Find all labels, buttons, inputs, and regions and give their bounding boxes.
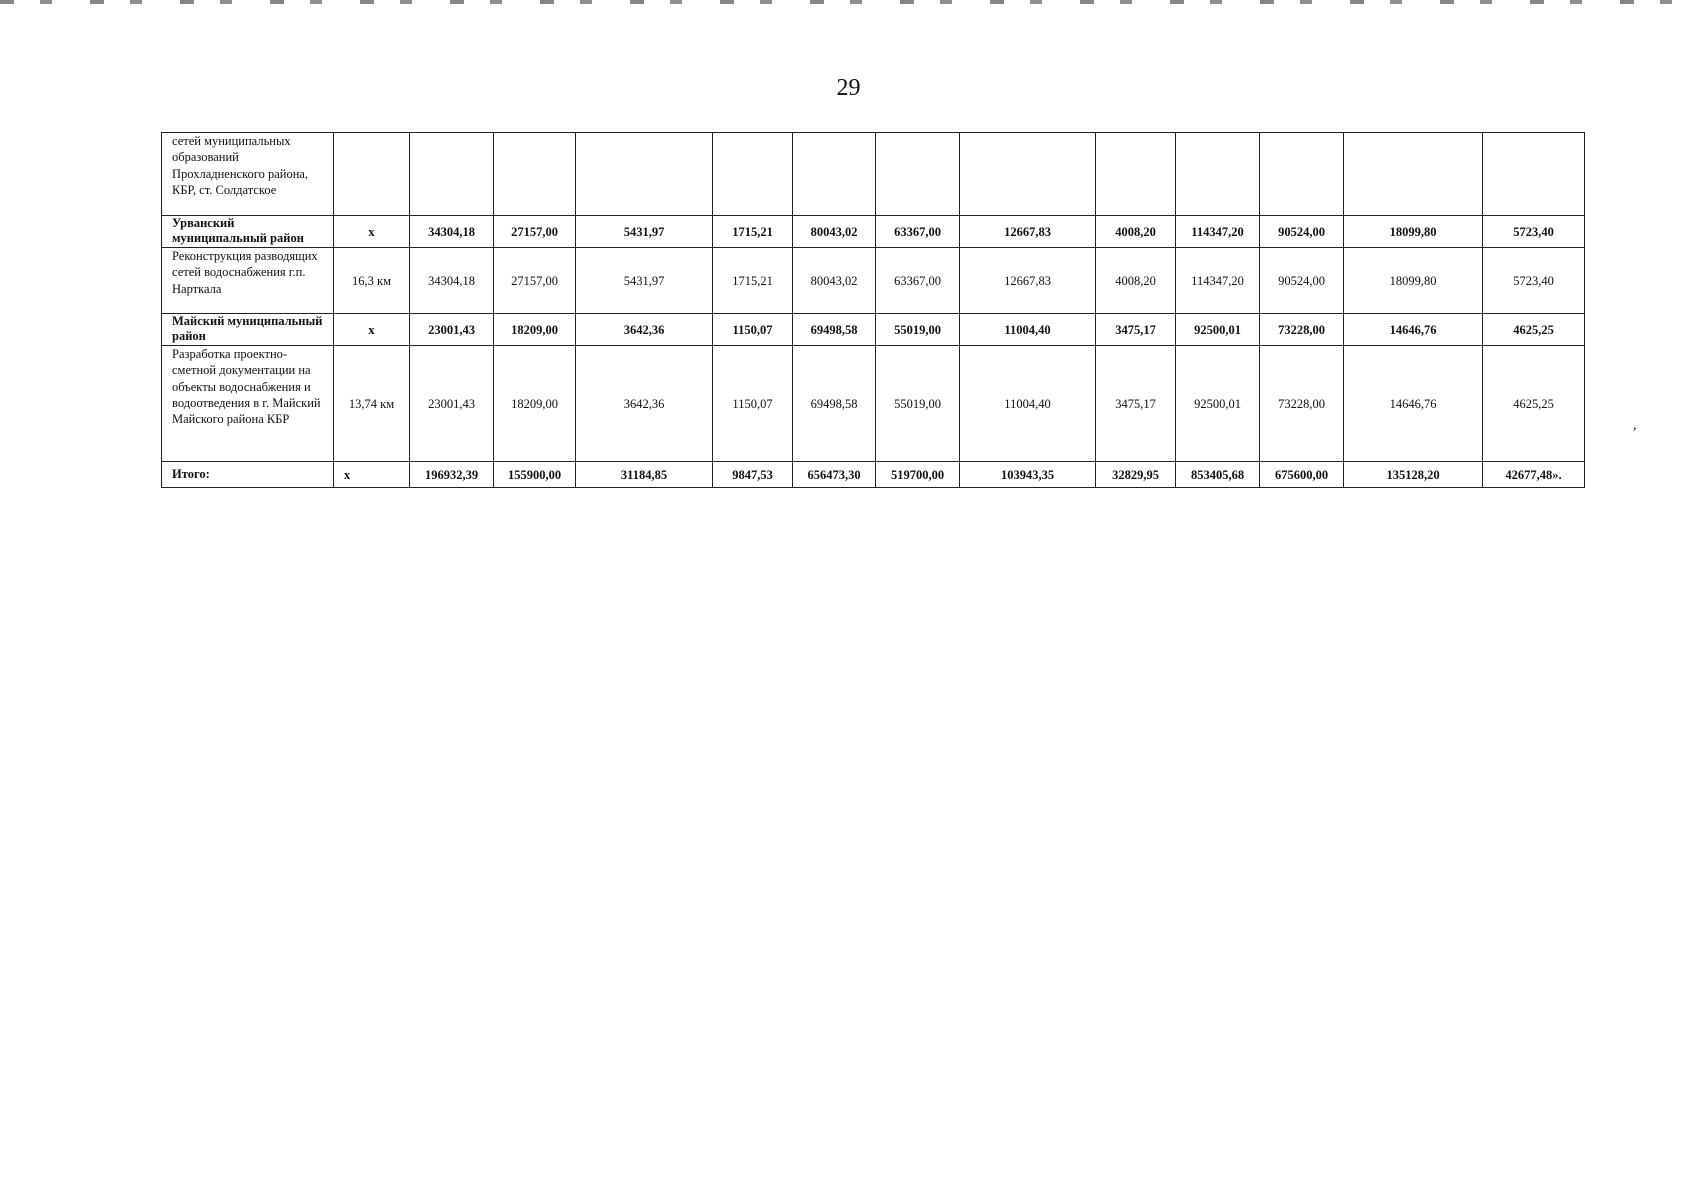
cell-local-2020: 4008,20 xyxy=(1096,216,1176,248)
cell-local-2020 xyxy=(1096,133,1176,216)
cell-total-2020: 69498,58 xyxy=(793,346,876,462)
cell-regional-2019: 3642,36 xyxy=(576,346,713,462)
cell-unit: 13,74 км xyxy=(334,346,410,462)
cell-local-all xyxy=(1483,133,1585,216)
cell-total-all: 92500,01 xyxy=(1176,314,1260,346)
cell-local-2020: 32829,95 xyxy=(1096,462,1176,488)
cell-unit: 16,3 км xyxy=(334,248,410,314)
cell-total-all xyxy=(1176,133,1260,216)
cell-regional-all: 18099,80 xyxy=(1344,248,1483,314)
cell-unit xyxy=(334,133,410,216)
cell-unit: х xyxy=(334,462,410,488)
cell-unit: х xyxy=(334,216,410,248)
cell-federal-all: 675600,00 xyxy=(1260,462,1344,488)
cell-total-2020: 80043,02 xyxy=(793,248,876,314)
cell-total-2019: 34304,18 xyxy=(410,248,494,314)
cell-federal-all: 90524,00 xyxy=(1260,216,1344,248)
cell-local-all: 5723,40 xyxy=(1483,216,1585,248)
cell-regional-all xyxy=(1344,133,1483,216)
table-row-total xyxy=(162,462,1585,488)
cell-local-all: 4625,25 xyxy=(1483,314,1585,346)
cell-total-2020 xyxy=(793,133,876,216)
cell-federal-all xyxy=(1260,133,1344,216)
cell-federal-2020: 63367,00 xyxy=(876,248,960,314)
cell-total-2019: 23001,43 xyxy=(410,346,494,462)
budget-table-container xyxy=(161,132,1584,488)
cell-federal-2020: 55019,00 xyxy=(876,314,960,346)
cell-regional-2020 xyxy=(960,133,1096,216)
cell-federal-2019: 27157,00 xyxy=(494,248,576,314)
cell-regional-2019: 5431,97 xyxy=(576,216,713,248)
table-row xyxy=(162,346,1585,462)
cell-federal-all: 73228,00 xyxy=(1260,314,1344,346)
stray-mark: , xyxy=(1633,418,1637,433)
table-row xyxy=(162,248,1585,314)
cell-federal-all: 90524,00 xyxy=(1260,248,1344,314)
cell-regional-all: 18099,80 xyxy=(1344,216,1483,248)
cell-regional-2020: 12667,83 xyxy=(960,216,1096,248)
row-name: Майский муниципальный район xyxy=(162,314,334,346)
cell-regional-2020: 103943,35 xyxy=(960,462,1096,488)
cell-federal-2020 xyxy=(876,133,960,216)
table-row xyxy=(162,314,1585,346)
cell-federal-2019: 155900,00 xyxy=(494,462,576,488)
cell-regional-2020: 11004,40 xyxy=(960,346,1096,462)
cell-total-all: 114347,20 xyxy=(1176,216,1260,248)
row-name: сетей муниципальных образований Прохладненского района, КБР, ст. Солдатское xyxy=(162,133,334,216)
cell-total-2019: 23001,43 xyxy=(410,314,494,346)
cell-local-2019: 9847,53 xyxy=(713,462,793,488)
cell-local-2019: 1150,07 xyxy=(713,346,793,462)
cell-local-all: 5723,40 xyxy=(1483,248,1585,314)
cell-federal-2020: 63367,00 xyxy=(876,216,960,248)
table-row xyxy=(162,133,1585,216)
cell-regional-2019: 5431,97 xyxy=(576,248,713,314)
cell-local-2019: 1715,21 xyxy=(713,248,793,314)
cell-total-2020: 80043,02 xyxy=(793,216,876,248)
table-row xyxy=(162,216,1585,248)
row-name: Реконструкция разводящих сетей водоснабжения г.п. Нарткала xyxy=(162,248,334,314)
cell-total-2020: 656473,30 xyxy=(793,462,876,488)
cell-regional-2019: 31184,85 xyxy=(576,462,713,488)
cell-local-2020: 3475,17 xyxy=(1096,314,1176,346)
cell-total-all: 853405,68 xyxy=(1176,462,1260,488)
cell-federal-2019: 18209,00 xyxy=(494,346,576,462)
cell-federal-2020: 519700,00 xyxy=(876,462,960,488)
cell-federal-2019: 27157,00 xyxy=(494,216,576,248)
cell-total-all: 114347,20 xyxy=(1176,248,1260,314)
cell-regional-2020: 12667,83 xyxy=(960,248,1096,314)
cell-local-2019: 1150,07 xyxy=(713,314,793,346)
cell-local-2020: 3475,17 xyxy=(1096,346,1176,462)
scan-edge-artifact xyxy=(0,0,1697,4)
cell-regional-2020: 11004,40 xyxy=(960,314,1096,346)
cell-federal-2019 xyxy=(494,133,576,216)
cell-federal-2019: 18209,00 xyxy=(494,314,576,346)
cell-regional-2019: 3642,36 xyxy=(576,314,713,346)
cell-total-2019: 196932,39 xyxy=(410,462,494,488)
cell-federal-all: 73228,00 xyxy=(1260,346,1344,462)
cell-local-all: 42677,48». xyxy=(1483,462,1585,488)
cell-total-2019 xyxy=(410,133,494,216)
cell-regional-all: 135128,20 xyxy=(1344,462,1483,488)
cell-regional-2019 xyxy=(576,133,713,216)
cell-local-2019 xyxy=(713,133,793,216)
cell-total-all: 92500,01 xyxy=(1176,346,1260,462)
cell-local-2019: 1715,21 xyxy=(713,216,793,248)
cell-regional-all: 14646,76 xyxy=(1344,346,1483,462)
cell-regional-all: 14646,76 xyxy=(1344,314,1483,346)
cell-federal-2020: 55019,00 xyxy=(876,346,960,462)
page-number: 29 xyxy=(836,75,861,101)
cell-local-all: 4625,25 xyxy=(1483,346,1585,462)
cell-total-2019: 34304,18 xyxy=(410,216,494,248)
budget-table xyxy=(161,132,1585,488)
row-name: Урванский муниципальный район xyxy=(162,216,334,248)
row-name: Итого: xyxy=(162,462,334,488)
row-name: Разработка проектно-сметной документации на объекты водоснабжения и водоотведения в г. Майский Майского района КБР xyxy=(162,346,334,462)
cell-local-2020: 4008,20 xyxy=(1096,248,1176,314)
cell-total-2020: 69498,58 xyxy=(793,314,876,346)
cell-unit: х xyxy=(334,314,410,346)
